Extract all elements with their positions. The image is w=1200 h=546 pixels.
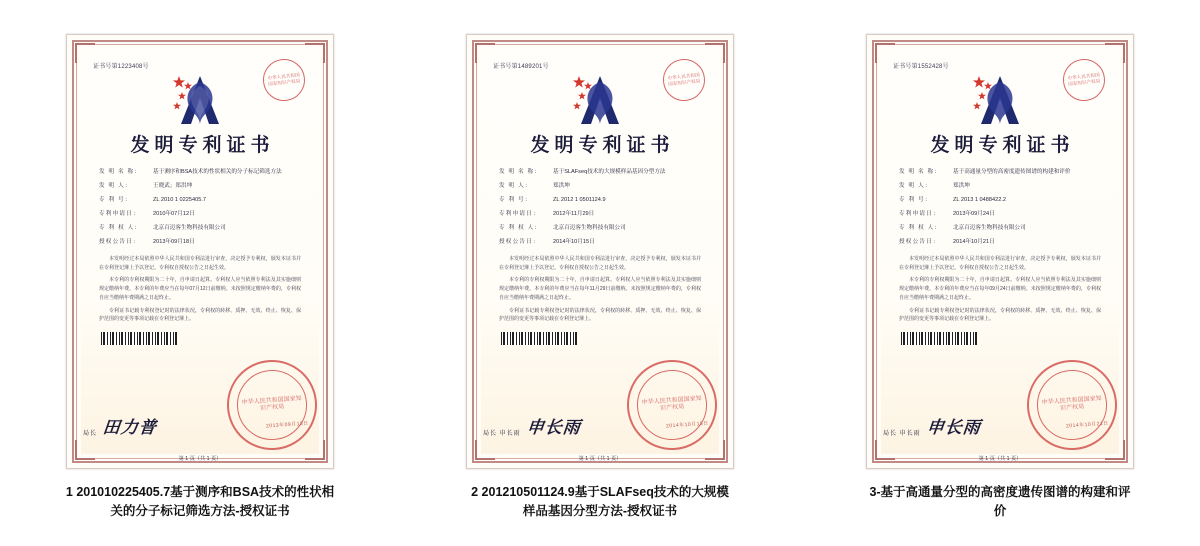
top-seal-text: 中华人民共和国国家知识产权局: [667, 72, 701, 87]
signature-name: 申长雨: [925, 418, 982, 438]
field-value: 北京百迈客生物科技有限公司: [953, 224, 1026, 231]
field-label: 专 利 权 人：: [899, 224, 942, 231]
field-row: [499, 211, 701, 218]
certificate-fields: [93, 169, 307, 246]
field-value: ZL 2012 1 0501124.9: [553, 196, 606, 203]
field-value: 郑洪坤: [953, 182, 970, 189]
top-seal-text: 中华人民共和国国家知识产权局: [1067, 72, 1101, 87]
field-label: 专 利 权 人：: [99, 224, 142, 231]
top-seal-text: 中华人民共和国国家知识产权局: [267, 72, 301, 87]
national-seal-text: 中华人民共和国国家知识产权局: [1035, 368, 1110, 443]
field-row: [99, 183, 301, 190]
field-label: 发 明 名 称：: [99, 169, 142, 175]
field-row: [499, 225, 701, 232]
cnipa-emblem-icon: [967, 72, 1033, 128]
body-paragraph: 本发明经过本局依照中华人民共和国专利法进行审查，决定授予专利权，颁发本证书并在专利登记簿上予以登记。专利权自授权公告之日起生效。: [499, 255, 701, 271]
national-seal-text: 中华人民共和国国家知识产权局: [235, 368, 310, 443]
field-row: [99, 197, 301, 204]
certificate-column-2: [400, 0, 800, 546]
field-value: 2014年10月21日: [953, 238, 995, 245]
field-label: 专利申请日：: [499, 210, 540, 217]
field-label: 专 利 号：: [499, 196, 532, 203]
body-paragraph: 本专利的专利权期限为二十年，自申请日起算。专利权人应当依照专利法及其实施细则规定缴纳年费。本专利的年费应当在每年11月29日前缴纳。未按照规定缴纳年费的，专利权自应当缴纳年费期满之日起终止。: [499, 277, 701, 301]
cnipa-emblem-icon: [567, 72, 633, 128]
page-footer: 第 1 页（共 1 页）: [978, 456, 1022, 462]
field-row: [499, 183, 701, 190]
certificate-caption-1: 1 201010225405.7基于测序和BSA技术的性状相关的分子标记筛选方法-授权证书: [65, 485, 335, 519]
field-value: 北京百迈客生物科技有限公司: [553, 224, 626, 231]
field-label: 授权公告日：: [99, 238, 140, 245]
field-label: 授权公告日：: [899, 238, 940, 245]
field-label: 授权公告日：: [499, 238, 540, 245]
field-label: 发 明 人：: [99, 182, 132, 189]
page-footer: 第 1 页（共 1 页）: [178, 456, 222, 462]
field-label: 发 明 名 称：: [499, 169, 542, 175]
field-value: ZL 2013 1 0488422.2: [953, 196, 1006, 203]
certificate-number: 证书号第1489201号: [493, 64, 549, 70]
field-value: 郑洪坤: [553, 182, 570, 189]
barcode-icon: [101, 332, 177, 345]
signature-name: 田力普: [101, 418, 158, 438]
certificate-fields: [493, 169, 707, 246]
field-value: 2014年10月15日: [553, 238, 595, 245]
certificate-number: 证书号第1223408号: [93, 64, 149, 70]
page-footer: 第 1 页（共 1 页）: [578, 456, 622, 462]
field-value: 2012年11月29日: [553, 210, 595, 217]
certificate-caption-2: 2 201210501124.9基于SLAFseq技术的大规模样品基因分型方法-授权证书: [471, 485, 729, 519]
field-row: [899, 239, 1101, 246]
field-label: 发 明 名 称：: [899, 169, 942, 175]
field-value: 王晓武；郑洪坤: [153, 182, 193, 189]
field-value: 2013年09月24日: [953, 210, 995, 217]
field-value: 基于高通量分型的高密度遗传图谱的构建和评价: [953, 169, 1071, 175]
body-paragraph: 本专利的专利权期限为二十年，自申请日起算。专利权人应当依照专利法及其实施细则规定缴纳年费。本专利的年费应当在每年09月24日前缴纳。未按照规定缴纳年费的，专利权自应当缴纳年费期满之日起终止。: [899, 277, 1101, 301]
certificate-number: 证书号第1552428号: [893, 64, 949, 70]
certificate-body-text: [93, 255, 307, 324]
body-paragraph: 专利证书记载专利权登记时的法律状况。专利权的转移、质押、无效、终止、恢复、保护范围的变更等事项记载在专利登记簿上。: [899, 307, 1101, 323]
field-label: 发 明 人：: [499, 182, 532, 189]
field-row: [899, 197, 1101, 204]
signature-block: [83, 413, 157, 438]
field-row: [899, 183, 1101, 190]
signature-block: [483, 413, 581, 438]
field-value: 2013年09月18日: [153, 238, 195, 245]
field-row: [899, 211, 1101, 218]
field-value: 北京百迈客生物科技有限公司: [153, 224, 226, 231]
body-paragraph: 本发明经过本局依照中华人民共和国专利法进行审查，决定授予专利权，颁发本证书并在专利登记簿上予以登记。专利权自授权公告之日起生效。: [99, 255, 301, 271]
signature-label: 局长 申长雨: [883, 430, 921, 437]
seal-date: 2014年10月21日: [1066, 420, 1110, 430]
field-row: [499, 197, 701, 204]
patent-certificate-2[interactable]: [466, 34, 734, 469]
field-row: [99, 169, 301, 176]
body-paragraph: 专利证书记载专利权登记时的法律状况。专利权的转移、质押、无效、终止、恢复、保护范围的变更等事项记载在专利登记簿上。: [99, 307, 301, 323]
seal-date: 2014年10月15日: [666, 420, 710, 430]
barcode-icon: [901, 332, 977, 345]
field-row: [899, 169, 1101, 176]
field-row: [899, 225, 1101, 232]
field-label: 专 利 号：: [899, 196, 932, 203]
field-label: 专利申请日：: [899, 210, 940, 217]
certificate-body-text: [893, 255, 1107, 324]
field-label: 专 利 权 人：: [499, 224, 542, 231]
seal-date: 2013年09月18日: [266, 420, 310, 430]
field-row: [499, 239, 701, 246]
certificate-column-3: [800, 0, 1200, 546]
field-label: 专 利 号：: [99, 196, 132, 203]
certificate-caption-3: 3-基于高通量分型的高密度遗传图谱的构建和评价: [869, 485, 1131, 519]
field-row: [499, 169, 701, 176]
signature-label: 局长: [83, 430, 98, 437]
barcode-icon: [501, 332, 577, 345]
field-value: ZL 2010 1 0225405.7: [153, 196, 206, 203]
field-label: 发 明 人：: [899, 182, 932, 189]
signature-label: 局长 申长雨: [483, 430, 521, 437]
patent-certificate-1[interactable]: [66, 34, 334, 469]
field-value: 基于测序和BSA技术的性状相关的分子标记筛选方法: [153, 169, 282, 175]
certificate-column-1: [0, 0, 400, 546]
signature-name: 申长雨: [525, 418, 582, 438]
field-row: [99, 225, 301, 232]
certificate-body-text: [493, 255, 707, 324]
field-label: 专利申请日：: [99, 210, 140, 217]
certificate-title: 发明专利证书: [130, 134, 275, 156]
body-paragraph: 专利证书记载专利权登记时的法律状况。专利权的转移、质押、无效、终止、恢复、保护范围的变更等事项记载在专利登记簿上。: [499, 307, 701, 323]
body-paragraph: 本发明经过本局依照中华人民共和国专利法进行审查，决定授予专利权，颁发本证书并在专利登记簿上予以登记。专利权自授权公告之日起生效。: [899, 255, 1101, 271]
field-row: [99, 211, 301, 218]
signature-block: [883, 413, 981, 438]
field-row: [99, 239, 301, 246]
field-value: 2010年07月12日: [153, 210, 195, 217]
national-seal-text: 中华人民共和国国家知识产权局: [635, 368, 710, 443]
certificate-title: 发明专利证书: [930, 134, 1075, 156]
cnipa-emblem-icon: [167, 72, 233, 128]
body-paragraph: 本专利的专利权期限为二十年，自申请日起算。专利权人应当依照专利法及其实施细则规定缴纳年费。本专利的年费应当在每年07月12日前缴纳。未按照规定缴纳年费的，专利权自应当缴纳年费期满之日起终止。: [99, 277, 301, 301]
certificate-title: 发明专利证书: [530, 134, 675, 156]
certificate-fields: [893, 169, 1107, 246]
field-value: 基于SLAFseq技术的大规模样品基因分型方法: [553, 169, 666, 175]
patent-certificate-3[interactable]: [866, 34, 1134, 469]
